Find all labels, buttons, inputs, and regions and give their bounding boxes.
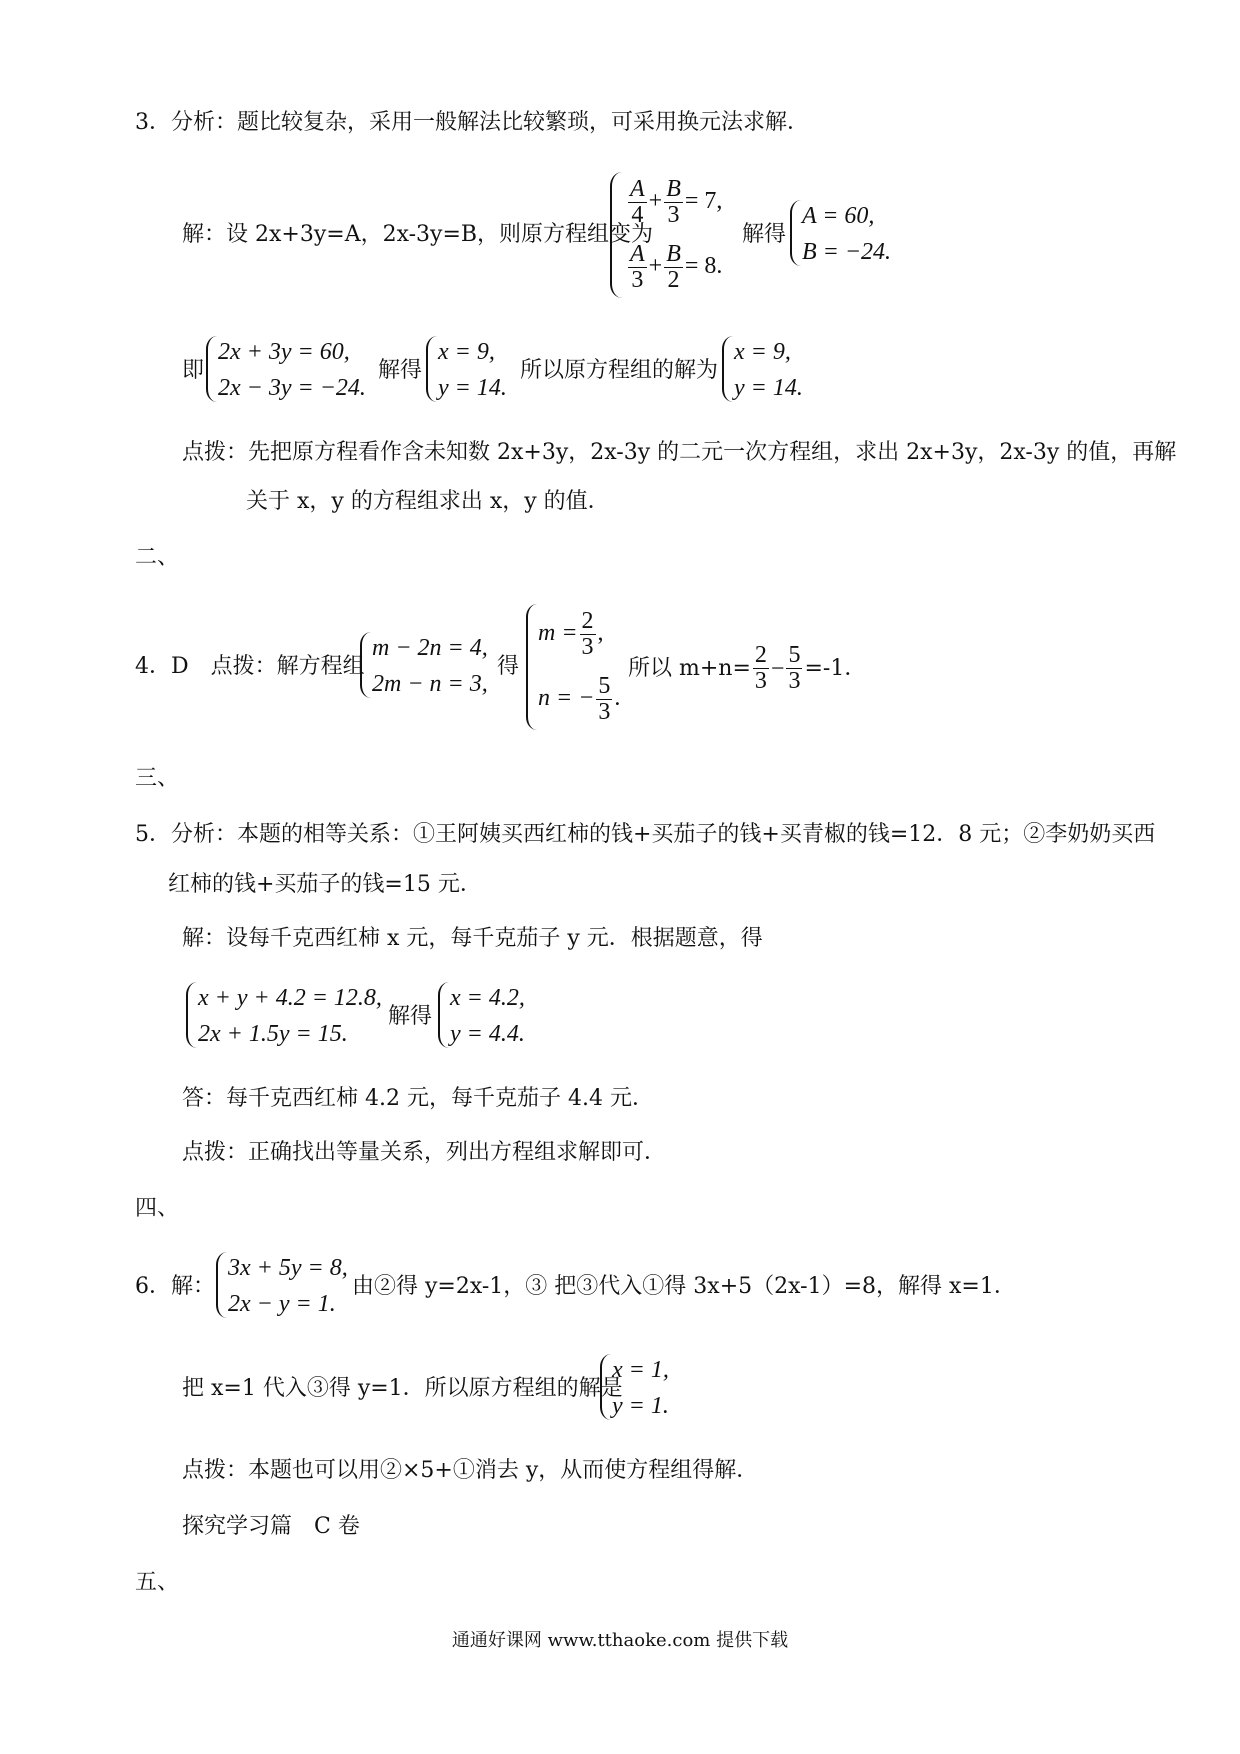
brace-icon [438,982,449,1048]
p3-so-label: 所以原方程组的解为 [520,358,719,383]
p3-solution-ab: A = 60, B = −24. [790,198,910,270]
p3-system-ab: $\frac{A}{4}$ + $\frac{B}{3}$ = 7, $\frac{A}{3}$ + $\frac{B}{2}$ = 8. [610,170,740,300]
p4-so: 所以 m+n= $\frac{2}{3}$ − $\frac{5}{3}$ =-1． [628,642,867,695]
page-footer: 通通好课网 www.tthaoke.com 提供下载 [451,1630,789,1651]
brace-icon [722,336,733,402]
brace-icon [426,336,437,402]
brace-icon [186,982,197,1048]
brace-icon [360,632,371,698]
p3-ji: 即 [182,358,205,383]
p6-lead: 6．解： [135,1274,215,1299]
p5-analysis-line2: 红柿的钱+买茄子的钱=15 元． [168,872,482,897]
section-c-heading: 探究学习篇 C 卷 [182,1514,360,1539]
brace-icon [610,172,622,298]
brace-icon [790,200,801,266]
p5-solve-label: 解得 [388,1004,433,1029]
brace-icon [206,336,217,402]
p4-system: m − 2n = 4, 2m − n = 3, [360,630,490,702]
p6-text-2: 把 x=1 代入③得 y=1．所以原方程组的解是 [182,1376,623,1401]
p5-answer: 答：每千克西红柿 4.2 元，每千克茄子 4.4 元． [182,1086,654,1111]
brace-icon [526,604,537,730]
p3-final-solution: x = 9, y = 14. [722,334,802,406]
p5-tip: 点拨：正确找出等量关系，列出方程组求解即可． [182,1140,667,1165]
p3-tip-line2: 关于 x，y 的方程组求出 x，y 的值． [246,489,610,514]
p6-solution: x = 1, y = 1. [600,1352,680,1424]
p5-system: x + y + 4.2 = 12.8, 2x + 1.5y = 15. [186,980,376,1052]
p5-analysis-line1: 5．分析：本题的相等关系：①王阿姨买西红柿的钱+买茄子的钱+买青椒的钱=12．8 元；②李奶奶买西 [135,822,1156,847]
p5-solution: 解：设每千克西红柿 x 元，每千克茄子 y 元．根据题意，得 [182,926,763,951]
p4-lead: 4．D 点拨：解方程组 [135,654,365,679]
p3-solve-label-2: 解得 [378,358,423,383]
p3-system-xy: 2x + 3y = 60, 2x − 3y = −24. [206,334,366,406]
brace-icon [216,1252,227,1318]
p3-analysis: 3．分析：题比较复杂，采用一般解法比较繁琐，可采用换元法求解． [135,110,809,135]
p4-de: 得 [497,654,520,679]
brace-icon [600,1354,611,1420]
p3-tip-line1: 点拨：先把原方程看作含未知数 2x+3y，2x-3y 的二元一次方程组，求出 2x+3y，2x-3y 的值，再解 [182,440,1177,465]
p6-text: 由②得 y=2x-1，③ 把③代入①得 3x+5（2x-1）=8，解得 x=1． [352,1274,1016,1299]
p3-solution-xy: x = 9, y = 14. [426,334,506,406]
p6-system: 3x + 5y = 8, 2x − y = 1. [216,1250,346,1322]
section-5-heading: 五、 [135,1570,180,1595]
p6-tip: 点拨：本题也可以用②×5+①消去 y，从而使方程组得解． [182,1458,759,1483]
p3-solve-label: 解得 [742,222,787,247]
section-3-heading: 三、 [135,766,180,791]
p3-solution-intro: 解：设 2x+3y=A，2x-3y=B，则原方程组变为 [182,222,654,247]
section-4-heading: 四、 [135,1196,180,1221]
p4-solution: m = $\frac{2}{3}$ , n = − $\frac{5}{3}$ . [526,602,626,732]
section-2-heading: 二、 [135,545,180,570]
p5-result: x = 4.2, y = 4.4. [438,980,538,1052]
